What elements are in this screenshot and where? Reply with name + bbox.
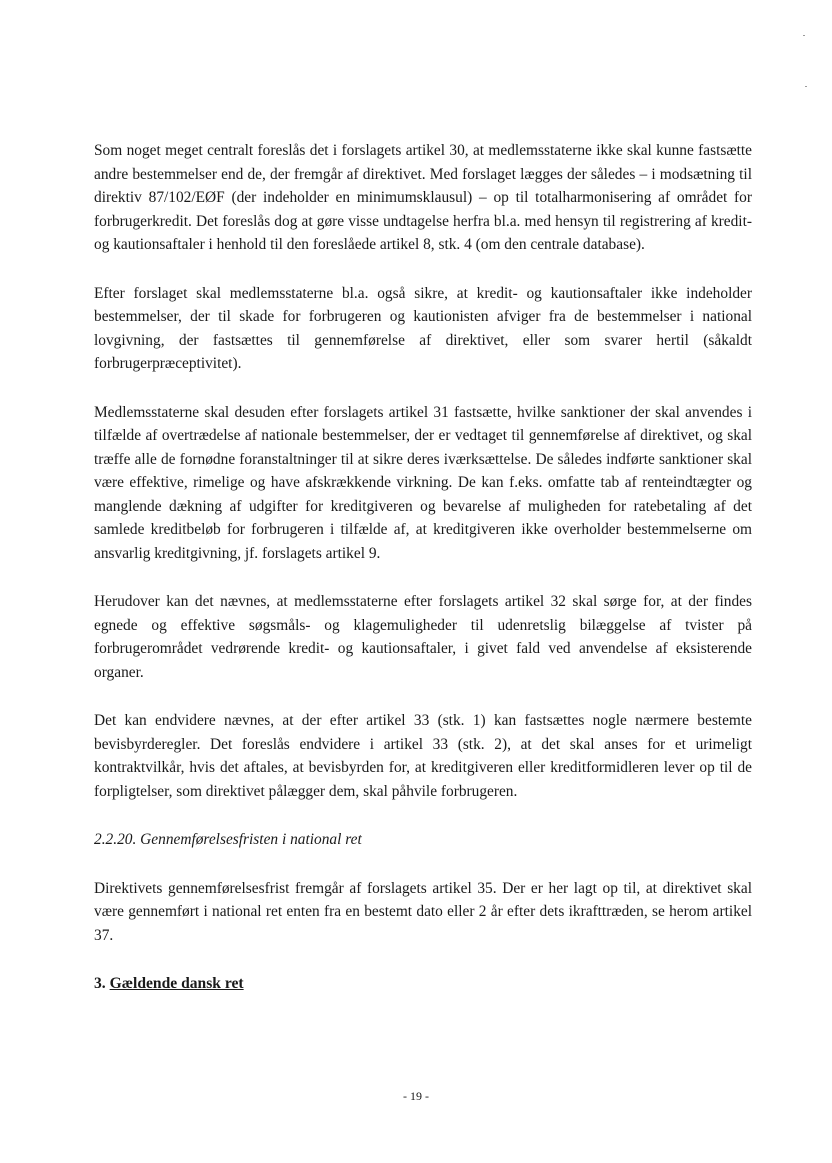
scan-speck <box>805 86 807 87</box>
section-heading-title: Gældende dansk ret <box>109 975 244 992</box>
scan-speck <box>803 35 805 36</box>
section-heading-number: 3. <box>94 975 106 992</box>
paragraph-bevisbyrde: Det kan endvidere nævnes, at der efter artikel 33 (stk. 1) kan fastsættes nogle nærmere bestemte bevisbyrderegler. Det foreslås endvidere i artikel 33 (stk. 2), at det skal anses for et urimeligt kontraktvilkår, hvis det aftales, at bevisbyrden for, at kreditgiveren eller kreditformidleren lever op til de forpligtelser, som direktivet pålægger dem, skal påhvile forbrugeren. <box>94 712 752 800</box>
section-subheading: 2.2.20. Gennemførelsesfristen i national ret <box>94 831 362 848</box>
paragraph-gennemfoerelsesfrist: Direktivets gennemførelsesfrist fremgår af forslagets artikel 35. Der er her lagt op til, at direktivet skal være gennemført i national ret enten fra en bestemt dato eller 2 år efter dets ikrafttræden, se herom artikel 37. <box>94 879 752 944</box>
paragraph-klagemuligheder: Herudover kan det nævnes, at medlemsstaterne efter forslagets artikel 32 skal sørge for, at der findes egnede og effektive søgsmåls- og klagemuligheder til udenretslig bilæggelse af tvister på forbrugerområdet vedrørende kredit- og kautionsaftaler, i givet fald ved anvendelse af eksisterende organer. <box>94 593 752 681</box>
paragraph-totalharmonisering: Som noget meget centralt foreslås det i forslagets artikel 30, at medlemsstaterne ikke skal kunne fastsætte andre bestemmelser end de, der fremgår af direktivet. Med forslaget lægges der således – i modsætning til direktiv 87/102/EØF (der indeholder en minimumsklausul) – op til totalharmonisering af området for forbrugerkredit. Det foreslås dog at gøre visse undtagelse herfra bl.a. med hensyn til registrering af kredit- og kautionsaftaler i henhold til den foreslåede artikel 8, stk. 4 (om den centrale database). <box>94 142 752 253</box>
section-heading <box>94 972 752 996</box>
paragraph-forbrugerpraeceptivitet: Efter forslaget skal medlemsstaterne bl.a. også sikre, at kredit- og kautionsaftaler ikke indeholder bestemmelser, der til skade for forbrugeren og kautionisten afviger fra de bestemmelser i national lovgivning, der fastsættes til gennemførelse af direktivet, eller som svarer hertil (såkaldt forbrugerpræceptivitet). <box>94 284 752 372</box>
paragraph-sanktioner: Medlemsstaterne skal desuden efter forslagets artikel 31 fastsætte, hvilke sanktioner der skal anvendes i tilfælde af overtrædelse af nationale bestemmelser, der er vedtaget til gennemførelse af direktivet, og skal træffe alle de fornødne foranstaltninger til at sikre deres iværksættelse. De således indførte sanktioner skal være effektive, rimelige og have afskrækkende virkning. De kan f.eks. omfatte tab af renteindtægter og manglende dækning af udgifter for kreditgiveren og bevarelse af muligheden for ratebetaling af det samlede kreditbeløb for forbrugeren i tilfælde af, at kreditgiveren ikke overholder bestemmelserne om ansvarlig kreditgivning, jf. forslagets artikel 9. <box>94 403 752 562</box>
page-body <box>94 139 752 996</box>
page-number: - 19 - <box>403 1089 429 1103</box>
